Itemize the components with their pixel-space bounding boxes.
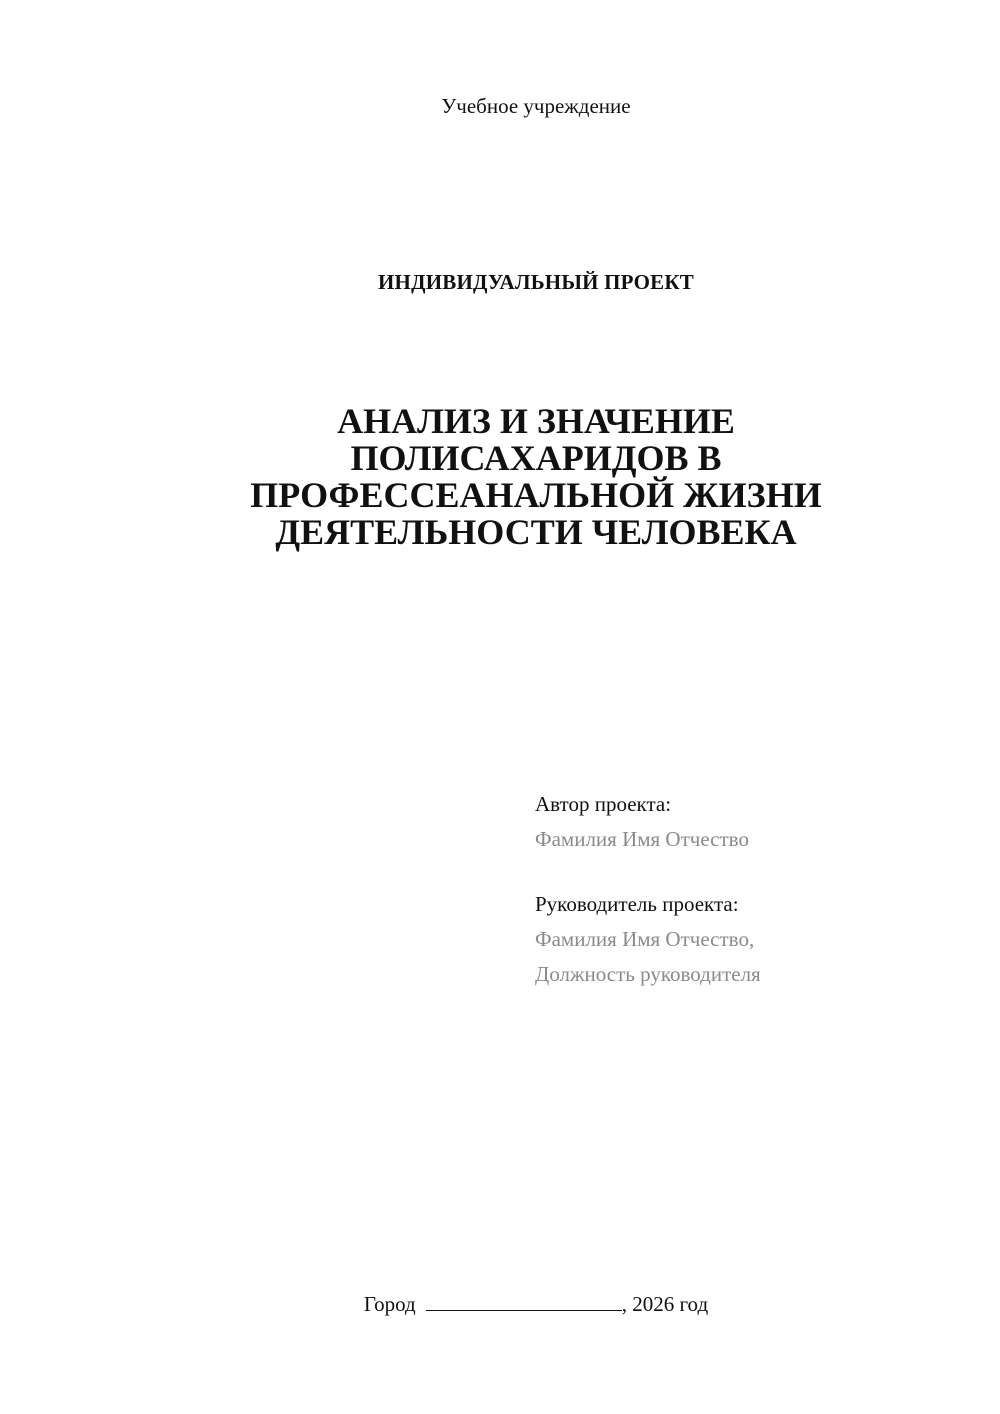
supervisor-position: Должность руководителя: [535, 962, 761, 986]
city-label: Город: [363, 1292, 416, 1316]
project-title: [200, 403, 872, 551]
project-title-line: АНАЛИЗ И ЗНАЧЕНИЕ: [337, 401, 735, 441]
institution-name: Учебное учреждение: [441, 94, 631, 118]
supervisor-name: Фамилия Имя Отчество,: [535, 927, 755, 951]
author-name: Фамилия Имя Отчество: [535, 827, 749, 851]
city-year-line: [0, 1290, 1000, 1318]
project-title-line: ПРОФЕССЕАНАЛЬНОЙ ЖИЗНИ: [250, 475, 822, 515]
credits-spacer: [535, 857, 975, 887]
city-blank-underline: [426, 1292, 622, 1311]
project-title-line: ПОЛИСАХАРИДОВ В: [350, 438, 722, 478]
year-text: , 2026 год: [621, 1292, 709, 1316]
project-title-line: ДЕЯТЕЛЬНОСТИ ЧЕЛОВЕКА: [275, 512, 797, 552]
credits-block: [535, 787, 975, 992]
author-label: Автор проекта:: [535, 792, 672, 816]
project-type-heading: ИНДИВИДУАЛЬНЫЙ ПРОЕКТ: [378, 270, 694, 294]
supervisor-label: Руководитель проекта:: [535, 892, 739, 916]
